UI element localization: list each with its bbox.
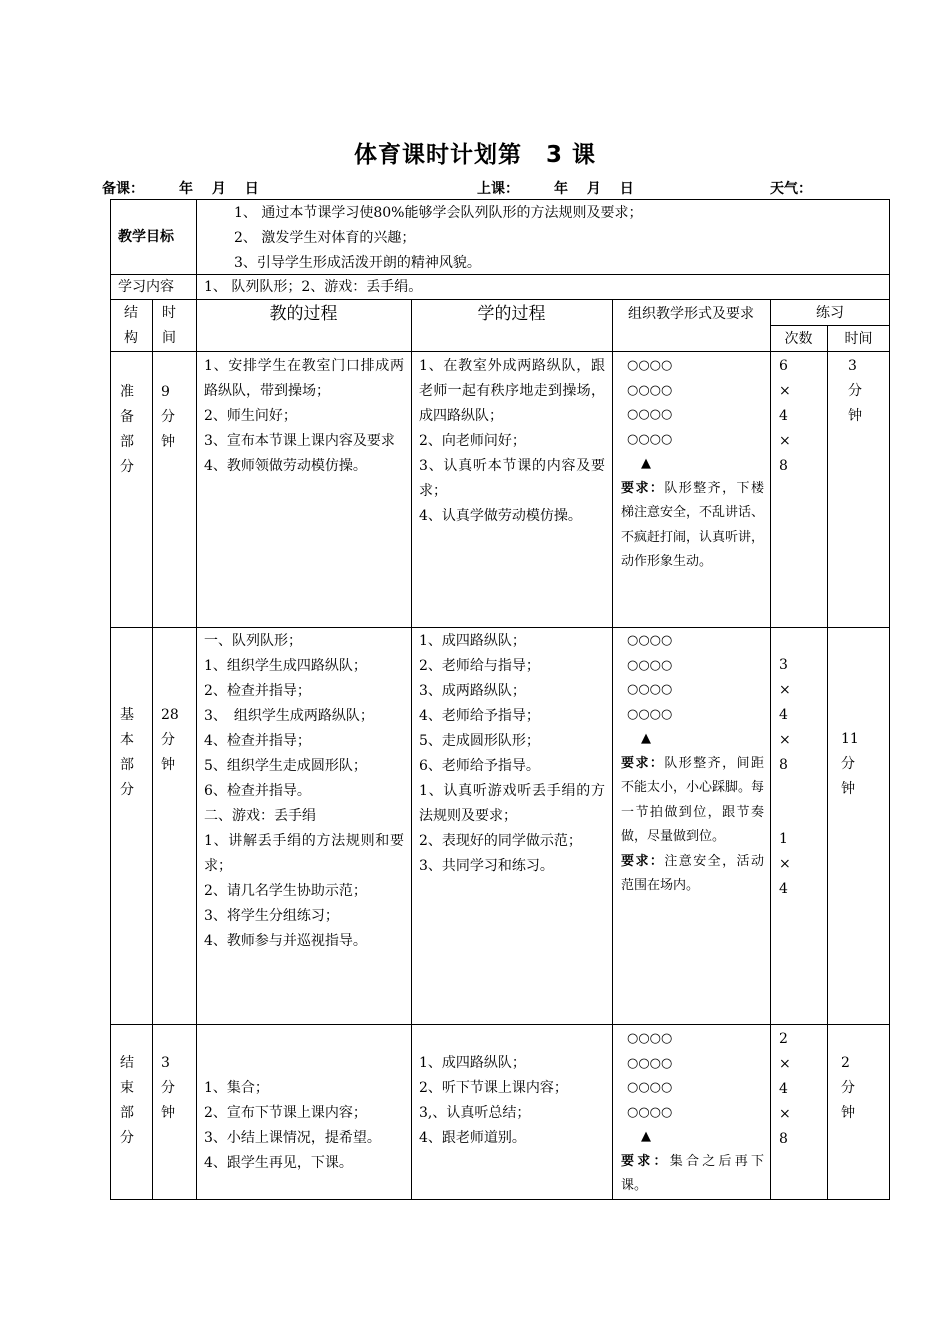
- formation-row: ○○○○: [627, 407, 673, 422]
- teacher-process: [204, 629, 404, 954]
- student-step: 3,、认真听总结；: [419, 1105, 531, 1121]
- teacher-step: 1、讲解丢手绢的方法规则和要求；: [204, 833, 404, 874]
- header-student: 学的过程: [477, 304, 546, 324]
- formation-row: ○○○○: [627, 706, 673, 722]
- teacher-process: [204, 354, 404, 479]
- requirement-label: 要求：: [621, 755, 665, 771]
- formation-row: ○○○○: [627, 682, 673, 697]
- teacher-step: 2、宣布下节课上课内容；: [204, 1105, 367, 1121]
- student-step: 2、向老师问好；: [419, 433, 526, 449]
- header-organization: 组织教学形式及要求: [628, 306, 754, 322]
- teacher-step: 1、组织学生成四路纵队；: [204, 658, 367, 674]
- requirement-label: 要求：: [621, 1153, 670, 1169]
- requirement-text: 注意安全，活动范围在场内。: [621, 853, 764, 893]
- student-process: [419, 629, 605, 879]
- weather-label: 天气：: [770, 181, 812, 197]
- formation-row: ○○○○: [627, 1055, 673, 1071]
- practice-time: 3分钟: [848, 358, 862, 424]
- teacher-step: 2、检查并指导；: [204, 683, 311, 699]
- practice-time: 11分钟: [841, 731, 859, 797]
- teacher-marker: ▲: [641, 1129, 651, 1144]
- header-count: 次数: [784, 331, 813, 347]
- formation-row: ○○○○: [627, 1031, 673, 1046]
- formation-row: ○○○○: [627, 633, 673, 648]
- student-step: 2、听下节课上课内容；: [419, 1080, 568, 1096]
- objectives-label: 教学目标: [118, 229, 174, 245]
- formation: [621, 629, 764, 899]
- header-practice-time: 时间: [844, 331, 873, 347]
- class-date: 上课： 年 月 日: [477, 181, 634, 197]
- student-step: 3、成两路纵队；: [419, 683, 526, 699]
- student-step: 5、走成圆形队形；: [419, 733, 540, 749]
- teacher-step: 2、师生问好；: [204, 408, 297, 424]
- teacher-step: 1、安排学生在教室门口排成两路纵队，带到操场；: [204, 358, 404, 399]
- prep-date: 备课： 年 月 日: [102, 181, 259, 197]
- student-step: 4、跟老师道别。: [419, 1130, 526, 1146]
- formation-row: ○○○○: [627, 358, 673, 373]
- student-step: 4、认真学做劳动模仿操。: [419, 508, 582, 524]
- header-practice: 练习: [816, 305, 844, 321]
- formation-row: ○○○○: [627, 1080, 673, 1095]
- student-step: 1、认真听游戏听丢手绢的方法规则及要求；: [419, 783, 605, 824]
- teacher-step: 二、游戏：丢手绢: [204, 808, 316, 824]
- requirement-text: 队形整齐，下楼梯注意安全，不乱讲话、不疯赶打闹，认真听讲，动作形象生动。: [621, 480, 765, 569]
- teacher-marker: ▲: [641, 731, 651, 746]
- teacher-step: 3、 组织学生成两路纵队；: [204, 708, 374, 724]
- section-time: 9分钟: [161, 384, 175, 450]
- requirement-text: 队形整齐，间距不能太小，小心踩脚。每一节拍做到位，跟节奏做，尽量做到位。: [621, 755, 765, 844]
- formation-row: ○○○○: [627, 431, 673, 447]
- formation-row: ○○○○: [627, 1104, 673, 1120]
- requirement-label: 要求：: [621, 480, 665, 496]
- page-title: 体育课时计划第 3 课: [353, 142, 596, 168]
- teacher-step: 6、检查并指导。: [204, 783, 311, 799]
- teacher-step: 3、宣布本节课上课内容及要求: [204, 433, 395, 449]
- header-time: 时间: [162, 305, 176, 346]
- student-step: 6、老师给予指导。: [419, 758, 540, 774]
- teacher-step: 1、集合；: [204, 1080, 269, 1096]
- teacher-step: 5、组织学生走成圆形队；: [204, 758, 367, 774]
- practice-count: 3×4×8: [779, 657, 791, 773]
- section-time: 28分钟: [161, 707, 179, 773]
- objective-item: 1、 通过本节课学习使80%能够学会队列队形的方法规则及要求；: [234, 205, 643, 221]
- practice-count: 2×4×8: [779, 1031, 791, 1147]
- teacher-step: 3、将学生分组练习；: [204, 908, 339, 924]
- objective-item: 2、 激发学生对体育的兴趣；: [234, 230, 416, 246]
- student-step: 2、表现好的同学做示范；: [419, 833, 582, 849]
- student-step: 3、认真听本节课的内容及要求；: [419, 458, 605, 499]
- section-name: 基本部分: [120, 707, 134, 798]
- teacher-step: 4、教师参与并巡视指导。: [204, 933, 367, 949]
- practice-count: 6×4×8: [779, 358, 791, 474]
- formation: [621, 1027, 764, 1199]
- student-process: [419, 1051, 605, 1151]
- teacher-process: [204, 1076, 404, 1176]
- content-label: 学习内容: [118, 279, 174, 295]
- student-step: 1、在教室外成两路纵队，跟老师一起有秩序地走到操场，成四路纵队；: [419, 358, 605, 424]
- requirement-text: 集合之后再下课。: [621, 1153, 764, 1193]
- practice-count: 1×4: [779, 831, 791, 897]
- student-step: 3、共同学习和练习。: [419, 858, 554, 874]
- student-process: [419, 354, 605, 529]
- requirement-label: 要求：: [621, 853, 665, 869]
- student-step: 4、老师给予指导；: [419, 708, 540, 724]
- student-step: 1、成四路纵队；: [419, 1055, 526, 1071]
- teacher-step: 4、检查并指导；: [204, 733, 311, 749]
- student-step: 1、成四路纵队；: [419, 633, 526, 649]
- formation-row: ○○○○: [627, 382, 673, 398]
- teacher-step: 一、队列队形；: [204, 633, 302, 649]
- formation: [621, 354, 764, 575]
- header-structure: 结构: [124, 305, 138, 346]
- teacher-step: 4、跟学生再见，下课。: [204, 1155, 353, 1171]
- section-name: 结束部分: [120, 1055, 134, 1146]
- student-step: 2、老师给与指导；: [419, 658, 540, 674]
- practice-time: 2分钟: [841, 1055, 855, 1121]
- teacher-marker: ▲: [641, 456, 651, 471]
- objective-item: 3、引导学生形成活泼开朗的精神风貌。: [234, 255, 481, 271]
- formation-row: ○○○○: [627, 657, 673, 673]
- section-name: 准备部分: [120, 384, 134, 475]
- teacher-step: 4、教师领做劳动模仿操。: [204, 458, 367, 474]
- content-text: 1、 队列队形；2、游戏：丢手绢。: [204, 279, 423, 295]
- teacher-step: 2、请几名学生协助示范；: [204, 883, 367, 899]
- header-teacher: 教的过程: [269, 304, 338, 324]
- section-time: 3分钟: [161, 1055, 175, 1121]
- teacher-step: 3、小结上课情况，提希望。: [204, 1130, 381, 1146]
